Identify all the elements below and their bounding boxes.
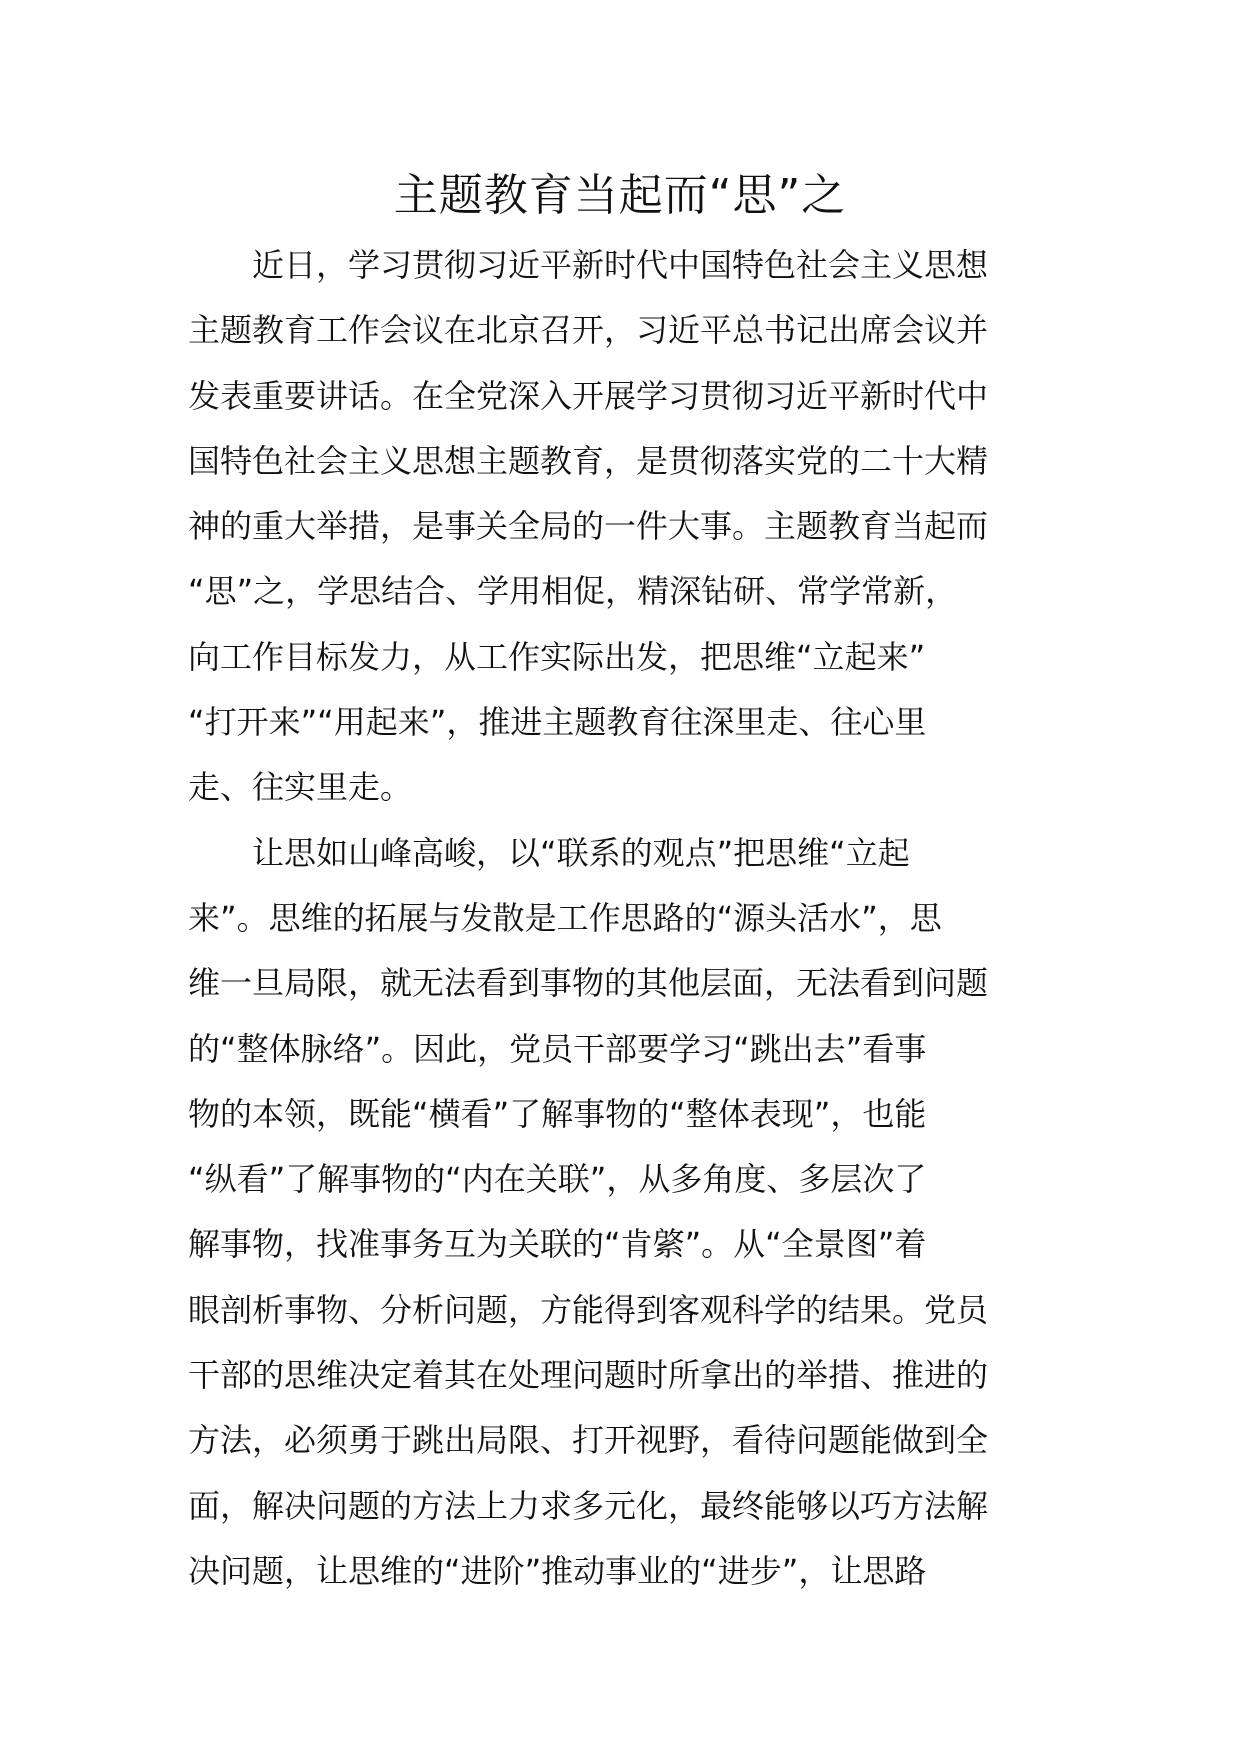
text-line: 神的重大举措，是事关全局的一件大事。主题教育当起而 [188, 507, 989, 546]
text-line: 决问题，让思维的“进阶”推动事业的“进步”，让思路 [188, 1551, 927, 1590]
text-line: 主题教育工作会议在北京召开，习近平总书记出席会议并 [188, 311, 989, 350]
text-line: 发表重要讲话。在全党深入开展学习贯彻习近平新时代中 [188, 376, 989, 415]
document-title: 主题教育当起而“思”之 [393, 170, 847, 221]
text-line: 物的本领，既能“横看”了解事物的“整体表现”，也能 [188, 1094, 927, 1133]
text-line: 走、往实里走。 [188, 768, 413, 807]
paragraph-1 [188, 233, 1056, 821]
document-body [188, 233, 1056, 1604]
text-line: 干部的思维决定着其在处理问题时所拿出的举措、推进的 [188, 1356, 989, 1395]
text-line: 眼剖析事物、分析问题，方能得到客观科学的结果。党员 [188, 1290, 989, 1329]
text-line: 维一旦局限，就无法看到事物的其他层面，无法看到问题 [188, 964, 989, 1003]
text-line: “纵看”了解事物的“内在关联”，从多角度、多层次了 [188, 1160, 927, 1199]
text-line: 近日，学习贯彻习近平新时代中国特色社会主义思想 [252, 246, 989, 284]
text-line: 国特色社会主义思想主题教育，是贯彻落实党的二十大精 [188, 441, 989, 480]
text-line: “打开来”“用起来”，推进主题教育往深里走、往心里 [188, 703, 927, 742]
text-line: 面，解决问题的方法上力求多元化，最终能够以巧方法解 [188, 1486, 989, 1525]
text-line: 解事物，找准事务互为关联的“肯綮”。从“全景图”着 [188, 1225, 927, 1264]
text-line: 来”。思维的拓展与发散是工作思路的“源头活水”，思 [188, 898, 942, 937]
text-line: 向工作目标发力，从工作实际出发，把思维“立起来” [188, 637, 926, 676]
text-line: 让思如山峰高峻，以“联系的观点”把思维“立起 [252, 833, 910, 872]
text-line: 的“整体脉络”。因此，党员干部要学习“跳出去”看事 [188, 1029, 927, 1068]
text-line: 方法，必须勇于跳出局限、打开视野，看待问题能做到全 [188, 1421, 989, 1460]
paragraph-2 [188, 821, 1056, 1605]
text-line: “思”之，学思结合、学用相促，精深钻研、常学常新， [188, 572, 958, 611]
